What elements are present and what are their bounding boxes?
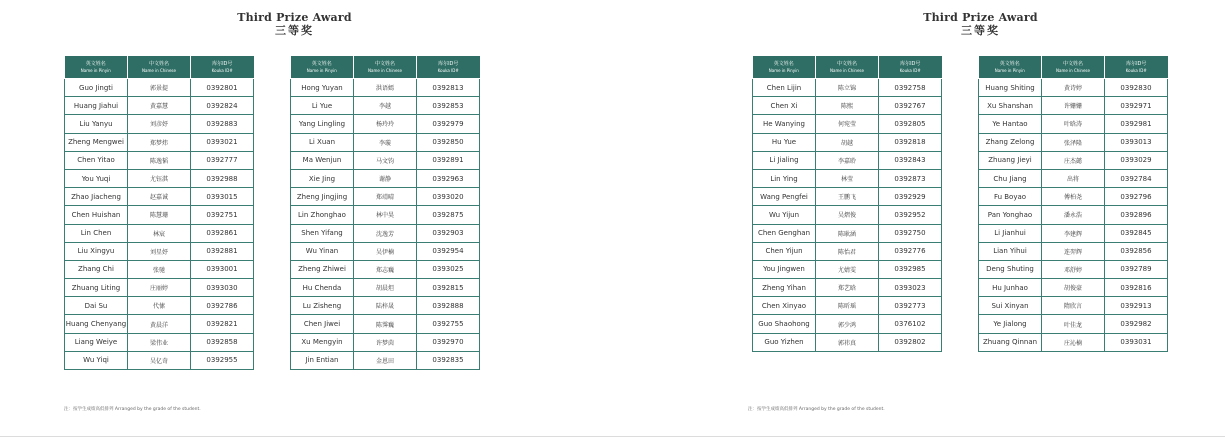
table-row bbox=[753, 242, 942, 260]
kouka-id-cell: 0393025 bbox=[417, 260, 480, 278]
kouka-id-cell: 0392903 bbox=[417, 224, 480, 242]
chinese-name-cell: 谢静 bbox=[354, 169, 417, 187]
kouka-id-cell: 0392861 bbox=[191, 224, 254, 242]
chinese-name-cell: 梁伟业 bbox=[128, 333, 191, 351]
table-row bbox=[979, 188, 1168, 206]
table-row bbox=[291, 297, 480, 315]
chinese-name-cell: 庄杰懿 bbox=[1042, 151, 1105, 169]
table-row bbox=[291, 333, 480, 351]
table-row bbox=[291, 115, 480, 133]
table-row bbox=[291, 133, 480, 151]
chinese-name-cell: 黄嘉慧 bbox=[128, 97, 191, 115]
header-kouka-id: 库尔ID号 Kouka ID# bbox=[1105, 56, 1168, 79]
table-row bbox=[753, 169, 942, 187]
table-row bbox=[979, 333, 1168, 351]
kouka-id-cell: 0392881 bbox=[191, 242, 254, 260]
table-row bbox=[753, 97, 942, 115]
chinese-name-cell: 林中昊 bbox=[354, 206, 417, 224]
english-name-cell: Ye Jialong bbox=[979, 315, 1042, 333]
kouka-id-cell: 0392845 bbox=[1105, 224, 1168, 242]
kouka-id-cell: 0392815 bbox=[417, 279, 480, 297]
table-row bbox=[65, 351, 254, 369]
kouka-id-cell: 0392888 bbox=[417, 297, 480, 315]
kouka-id-cell: 0392873 bbox=[879, 169, 942, 187]
chinese-name-cell: 庄丽婷 bbox=[128, 279, 191, 297]
chinese-name-cell: 陈霁巍 bbox=[354, 315, 417, 333]
english-name-cell: Chu Jiang bbox=[979, 169, 1042, 187]
table-row bbox=[65, 260, 254, 278]
table-row bbox=[753, 297, 942, 315]
table-row bbox=[291, 260, 480, 278]
kouka-id-cell: 0392858 bbox=[191, 333, 254, 351]
table-row bbox=[753, 279, 942, 297]
kouka-id-cell: 0392750 bbox=[879, 224, 942, 242]
chinese-name-cell: 吴亿奇 bbox=[128, 351, 191, 369]
english-name-cell: Xu Shanshan bbox=[979, 97, 1042, 115]
chinese-name-cell: 李建辉 bbox=[1042, 224, 1105, 242]
kouka-id-cell: 0392751 bbox=[191, 206, 254, 224]
english-name-cell: Li Jialing bbox=[753, 151, 816, 169]
chinese-name-cell: 许姗姗 bbox=[1042, 97, 1105, 115]
english-name-cell: Chen Lijin bbox=[753, 79, 816, 97]
kouka-id-cell: 0392850 bbox=[417, 133, 480, 151]
kouka-id-cell: 0392883 bbox=[191, 115, 254, 133]
kouka-id-cell: 0392954 bbox=[417, 242, 480, 260]
english-name-cell: Chen Genghan bbox=[753, 224, 816, 242]
chinese-name-cell: 洪语嫣 bbox=[354, 79, 417, 97]
chinese-name-cell: 尤婧雯 bbox=[816, 260, 879, 278]
header-chinese-name: 中文姓名 Name in Chinese bbox=[1042, 56, 1105, 79]
chinese-name-cell: 庄沁楠 bbox=[1042, 333, 1105, 351]
table-row bbox=[979, 279, 1168, 297]
kouka-id-cell: 0392856 bbox=[1105, 242, 1168, 260]
chinese-name-cell: 李越 bbox=[354, 97, 417, 115]
header-chinese-name: 中文姓名 Name in Chinese bbox=[816, 56, 879, 79]
table-row bbox=[65, 333, 254, 351]
table-row bbox=[65, 115, 254, 133]
chinese-name-cell: 陈耿涵 bbox=[816, 224, 879, 242]
table-row bbox=[291, 188, 480, 206]
english-name-cell: Deng Shuting bbox=[979, 260, 1042, 278]
kouka-id-cell: 0392830 bbox=[1105, 79, 1168, 97]
kouka-id-cell: 0392835 bbox=[417, 351, 480, 369]
kouka-id-cell: 0376102 bbox=[879, 315, 942, 333]
table-row bbox=[65, 151, 254, 169]
english-name-cell: Chen Yijun bbox=[753, 242, 816, 260]
kouka-id-cell: 0392789 bbox=[1105, 260, 1168, 278]
table-row bbox=[753, 133, 942, 151]
english-name-cell: He Wanying bbox=[753, 115, 816, 133]
english-name-cell: Shen Yifang bbox=[291, 224, 354, 242]
english-name-cell: Li Xuan bbox=[291, 133, 354, 151]
english-name-cell: Liu Xingyu bbox=[65, 242, 128, 260]
table-row bbox=[65, 224, 254, 242]
award-title-block bbox=[2, 11, 587, 38]
award-table bbox=[752, 56, 942, 352]
english-name-cell: Huang Shiting bbox=[979, 79, 1042, 97]
chinese-name-cell: 代愫 bbox=[128, 297, 191, 315]
chinese-name-cell: 李璇 bbox=[354, 133, 417, 151]
chinese-name-cell: 出将 bbox=[1042, 169, 1105, 187]
table-row bbox=[979, 79, 1168, 97]
kouka-id-cell: 0393015 bbox=[191, 188, 254, 206]
table-row bbox=[65, 169, 254, 187]
table-row bbox=[753, 206, 942, 224]
kouka-id-cell: 0392777 bbox=[191, 151, 254, 169]
kouka-id-cell: 0392824 bbox=[191, 97, 254, 115]
chinese-name-cell: 张泽隆 bbox=[1042, 133, 1105, 151]
kouka-id-cell: 0392979 bbox=[417, 115, 480, 133]
kouka-id-cell: 0392773 bbox=[879, 297, 942, 315]
english-name-cell: Hong Yuyan bbox=[291, 79, 354, 97]
chinese-name-cell: 潘永浩 bbox=[1042, 206, 1105, 224]
english-name-cell: Guo Shaohong bbox=[753, 315, 816, 333]
kouka-id-cell: 0392913 bbox=[1105, 297, 1168, 315]
english-name-cell: Chen Yitao bbox=[65, 151, 128, 169]
chinese-name-cell: 陈熙 bbox=[816, 97, 879, 115]
chinese-name-cell: 陈慧珊 bbox=[128, 206, 191, 224]
english-name-cell: Dai Su bbox=[65, 297, 128, 315]
kouka-id-cell: 0393030 bbox=[191, 279, 254, 297]
award-page-left bbox=[2, 0, 587, 439]
kouka-id-cell: 0392891 bbox=[417, 151, 480, 169]
chinese-name-cell: 黄晨洋 bbox=[128, 315, 191, 333]
kouka-id-cell: 0392784 bbox=[1105, 169, 1168, 187]
english-name-cell: Fu Boyao bbox=[979, 188, 1042, 206]
kouka-id-cell: 0392929 bbox=[879, 188, 942, 206]
kouka-id-cell: 0392813 bbox=[417, 79, 480, 97]
english-name-cell: Chen Jiwei bbox=[291, 315, 354, 333]
header-english-name: 英文姓名 Name in Pinyin bbox=[979, 56, 1042, 79]
table-row bbox=[65, 279, 254, 297]
footnote: 注：按学生成绩高低排列 Arranged by the grade of the student. bbox=[748, 407, 885, 412]
english-name-cell: Chen Huishan bbox=[65, 206, 128, 224]
english-name-cell: Xu Mengyin bbox=[291, 333, 354, 351]
kouka-id-cell: 0393029 bbox=[1105, 151, 1168, 169]
english-name-cell: Ma Wenjun bbox=[291, 151, 354, 169]
table-row bbox=[291, 351, 480, 369]
table-row bbox=[979, 260, 1168, 278]
kouka-id-cell: 0392755 bbox=[417, 315, 480, 333]
english-name-cell: Xie Jing bbox=[291, 169, 354, 187]
table-row bbox=[753, 315, 942, 333]
table-header-row bbox=[753, 56, 942, 79]
table-row bbox=[979, 242, 1168, 260]
table-header-row bbox=[291, 56, 480, 79]
chinese-name-cell: 连羿辉 bbox=[1042, 242, 1105, 260]
chinese-name-cell: 郑艺晗 bbox=[816, 279, 879, 297]
chinese-name-cell: 陈逸韬 bbox=[128, 151, 191, 169]
table-row bbox=[753, 224, 942, 242]
chinese-name-cell: 陈怡君 bbox=[816, 242, 879, 260]
english-name-cell: Guo Jingti bbox=[65, 79, 128, 97]
header-kouka-id: 库尔ID号 Kouka ID# bbox=[191, 56, 254, 79]
english-name-cell: Liu Yanyu bbox=[65, 115, 128, 133]
table-row bbox=[979, 115, 1168, 133]
award-page-right bbox=[688, 0, 1225, 439]
kouka-id-cell: 0392816 bbox=[1105, 279, 1168, 297]
english-name-cell: Zhuang Jieyi bbox=[979, 151, 1042, 169]
english-name-cell: Zheng Mengwei bbox=[65, 133, 128, 151]
award-title-english: Third Prize Award bbox=[923, 11, 1038, 24]
table-row bbox=[979, 151, 1168, 169]
kouka-id-cell: 0392985 bbox=[879, 260, 942, 278]
kouka-id-cell: 0393021 bbox=[191, 133, 254, 151]
chinese-name-cell: 郭祎真 bbox=[816, 333, 879, 351]
table-row bbox=[979, 97, 1168, 115]
chinese-name-cell: 刘星妤 bbox=[128, 242, 191, 260]
kouka-id-cell: 0392981 bbox=[1105, 115, 1168, 133]
chinese-name-cell: 郑靖晴 bbox=[354, 188, 417, 206]
kouka-id-cell: 0393020 bbox=[417, 188, 480, 206]
english-name-cell: Wu Yiqi bbox=[65, 351, 128, 369]
table-row bbox=[979, 224, 1168, 242]
kouka-id-cell: 0393001 bbox=[191, 260, 254, 278]
footnote: 注：按学生成绩高低排列 Arranged by the grade of the student. bbox=[64, 407, 201, 412]
table-row bbox=[979, 169, 1168, 187]
table-row bbox=[291, 206, 480, 224]
kouka-id-cell: 0392955 bbox=[191, 351, 254, 369]
award-table bbox=[64, 56, 254, 370]
kouka-id-cell: 0392988 bbox=[191, 169, 254, 187]
kouka-id-cell: 0392853 bbox=[417, 97, 480, 115]
table-row bbox=[65, 297, 254, 315]
table-row bbox=[979, 297, 1168, 315]
table-row bbox=[65, 188, 254, 206]
table-row bbox=[753, 188, 942, 206]
english-name-cell: Zhang Chi bbox=[65, 260, 128, 278]
kouka-id-cell: 0392970 bbox=[417, 333, 480, 351]
english-name-cell: Liang Weiye bbox=[65, 333, 128, 351]
kouka-id-cell: 0392776 bbox=[879, 242, 942, 260]
table-row bbox=[65, 79, 254, 97]
table-row bbox=[753, 79, 942, 97]
english-name-cell: Hu Junhao bbox=[979, 279, 1042, 297]
chinese-name-cell: 赵嘉诚 bbox=[128, 188, 191, 206]
award-title-chinese: 三等奖 bbox=[961, 24, 1000, 37]
english-name-cell: Li Jianhui bbox=[979, 224, 1042, 242]
english-name-cell: You Jingwen bbox=[753, 260, 816, 278]
kouka-id-cell: 0392818 bbox=[879, 133, 942, 151]
english-name-cell: Hu Yue bbox=[753, 133, 816, 151]
kouka-id-cell: 0392971 bbox=[1105, 97, 1168, 115]
kouka-id-cell: 0392843 bbox=[879, 151, 942, 169]
award-table bbox=[290, 56, 480, 370]
chinese-name-cell: 金恩田 bbox=[354, 351, 417, 369]
chinese-name-cell: 陆梓晟 bbox=[354, 297, 417, 315]
header-english-name: 英文姓名 Name in Pinyin bbox=[291, 56, 354, 79]
english-name-cell: Wu Yinan bbox=[291, 242, 354, 260]
header-chinese-name: 中文姓名 Name in Chinese bbox=[354, 56, 417, 79]
award-table bbox=[978, 56, 1168, 352]
table-header-row bbox=[65, 56, 254, 79]
english-name-cell: Zheng Zhiwei bbox=[291, 260, 354, 278]
chinese-name-cell: 沈逸芳 bbox=[354, 224, 417, 242]
kouka-id-cell: 0392758 bbox=[879, 79, 942, 97]
header-english-name: 英文姓名 Name in Pinyin bbox=[753, 56, 816, 79]
chinese-name-cell: 许梦茵 bbox=[354, 333, 417, 351]
table-row bbox=[65, 206, 254, 224]
chinese-name-cell: 叶晗涛 bbox=[1042, 115, 1105, 133]
chinese-name-cell: 杨玲玲 bbox=[354, 115, 417, 133]
chinese-name-cell: 胡晨炟 bbox=[354, 279, 417, 297]
chinese-name-cell: 何宛莹 bbox=[816, 115, 879, 133]
table-row bbox=[291, 224, 480, 242]
table-row bbox=[979, 315, 1168, 333]
chinese-name-cell: 陈立锦 bbox=[816, 79, 879, 97]
english-name-cell: Huang Chenyang bbox=[65, 315, 128, 333]
chinese-name-cell: 吴伊楠 bbox=[354, 242, 417, 260]
chinese-name-cell: 张驰 bbox=[128, 260, 191, 278]
english-name-cell: Li Yue bbox=[291, 97, 354, 115]
english-name-cell: Zhao Jiacheng bbox=[65, 188, 128, 206]
table-row bbox=[291, 151, 480, 169]
english-name-cell: Guo Yizhen bbox=[753, 333, 816, 351]
chinese-name-cell: 黄诗婷 bbox=[1042, 79, 1105, 97]
english-name-cell: Zhuang Liting bbox=[65, 279, 128, 297]
kouka-id-cell: 0393023 bbox=[879, 279, 942, 297]
kouka-id-cell: 0392801 bbox=[191, 79, 254, 97]
table-row bbox=[65, 133, 254, 151]
table-row bbox=[753, 151, 942, 169]
header-kouka-id: 库尔ID号 Kouka ID# bbox=[879, 56, 942, 79]
english-name-cell: Zheng Yihan bbox=[753, 279, 816, 297]
chinese-name-cell: 林莹 bbox=[816, 169, 879, 187]
chinese-name-cell: 胡俊豪 bbox=[1042, 279, 1105, 297]
table-row bbox=[291, 315, 480, 333]
english-name-cell: Lian Yihui bbox=[979, 242, 1042, 260]
table-row bbox=[291, 242, 480, 260]
kouka-id-cell: 0392796 bbox=[1105, 188, 1168, 206]
english-name-cell: You Yuqi bbox=[65, 169, 128, 187]
table-row bbox=[979, 133, 1168, 151]
kouka-id-cell: 0392896 bbox=[1105, 206, 1168, 224]
english-name-cell: Wu Yijun bbox=[753, 206, 816, 224]
chinese-name-cell: 王鹏飞 bbox=[816, 188, 879, 206]
table-row bbox=[979, 206, 1168, 224]
english-name-cell: Zhuang Qinnan bbox=[979, 333, 1042, 351]
kouka-id-cell: 0392805 bbox=[879, 115, 942, 133]
table-row bbox=[65, 315, 254, 333]
chinese-name-cell: 郭景提 bbox=[128, 79, 191, 97]
chinese-name-cell: 傅柏尧 bbox=[1042, 188, 1105, 206]
chinese-name-cell: 隋欣言 bbox=[1042, 297, 1105, 315]
chinese-name-cell: 尤钰淇 bbox=[128, 169, 191, 187]
table-row bbox=[753, 260, 942, 278]
kouka-id-cell: 0392821 bbox=[191, 315, 254, 333]
header-english-name: 英文姓名 Name in Pinyin bbox=[65, 56, 128, 79]
kouka-id-cell: 0392875 bbox=[417, 206, 480, 224]
award-title-block bbox=[688, 11, 1225, 38]
table-row bbox=[753, 115, 942, 133]
english-name-cell: Chen Xinyao bbox=[753, 297, 816, 315]
english-name-cell: Lin Ying bbox=[753, 169, 816, 187]
kouka-id-cell: 0392767 bbox=[879, 97, 942, 115]
english-name-cell: Lin Chen bbox=[65, 224, 128, 242]
chinese-name-cell: 陈昕瑶 bbox=[816, 297, 879, 315]
english-name-cell: Lu Zisheng bbox=[291, 297, 354, 315]
chinese-name-cell: 郑梦炜 bbox=[128, 133, 191, 151]
table-row bbox=[291, 279, 480, 297]
english-name-cell: Hu Chenda bbox=[291, 279, 354, 297]
kouka-id-cell: 0392952 bbox=[879, 206, 942, 224]
kouka-id-cell: 0393031 bbox=[1105, 333, 1168, 351]
chinese-name-cell: 吴熠俊 bbox=[816, 206, 879, 224]
kouka-id-cell: 0392802 bbox=[879, 333, 942, 351]
english-name-cell: Huang Jiahui bbox=[65, 97, 128, 115]
chinese-name-cell: 林宸 bbox=[128, 224, 191, 242]
table-row bbox=[65, 242, 254, 260]
english-name-cell: Sui Xinyan bbox=[979, 297, 1042, 315]
chinese-name-cell: 郭少鸿 bbox=[816, 315, 879, 333]
header-chinese-name: 中文姓名 Name in Chinese bbox=[128, 56, 191, 79]
table-header-row bbox=[979, 56, 1168, 79]
chinese-name-cell: 刘彦妤 bbox=[128, 115, 191, 133]
chinese-name-cell: 叶佳龙 bbox=[1042, 315, 1105, 333]
kouka-id-cell: 0392786 bbox=[191, 297, 254, 315]
english-name-cell: Jin Entian bbox=[291, 351, 354, 369]
table-row bbox=[291, 169, 480, 187]
chinese-name-cell: 李嘉聆 bbox=[816, 151, 879, 169]
kouka-id-cell: 0392963 bbox=[417, 169, 480, 187]
table-row bbox=[65, 97, 254, 115]
chinese-name-cell: 郑志巍 bbox=[354, 260, 417, 278]
english-name-cell: Chen Xi bbox=[753, 97, 816, 115]
kouka-id-cell: 0392982 bbox=[1105, 315, 1168, 333]
english-name-cell: Wang Pengfei bbox=[753, 188, 816, 206]
english-name-cell: Zheng Jingjing bbox=[291, 188, 354, 206]
english-name-cell: Lin Zhonghao bbox=[291, 206, 354, 224]
bottom-divider bbox=[0, 436, 1225, 437]
award-title-chinese: 三等奖 bbox=[275, 24, 314, 37]
chinese-name-cell: 邓舒婷 bbox=[1042, 260, 1105, 278]
table-row bbox=[753, 333, 942, 351]
english-name-cell: Zhang Zelong bbox=[979, 133, 1042, 151]
header-kouka-id: 库尔ID号 Kouka ID# bbox=[417, 56, 480, 79]
table-row bbox=[291, 97, 480, 115]
chinese-name-cell: 马文钧 bbox=[354, 151, 417, 169]
table-row bbox=[291, 79, 480, 97]
english-name-cell: Pan Yonghao bbox=[979, 206, 1042, 224]
award-title-english: Third Prize Award bbox=[237, 11, 352, 24]
english-name-cell: Ye Hantao bbox=[979, 115, 1042, 133]
chinese-name-cell: 胡越 bbox=[816, 133, 879, 151]
kouka-id-cell: 0393013 bbox=[1105, 133, 1168, 151]
english-name-cell: Yang Lingling bbox=[291, 115, 354, 133]
